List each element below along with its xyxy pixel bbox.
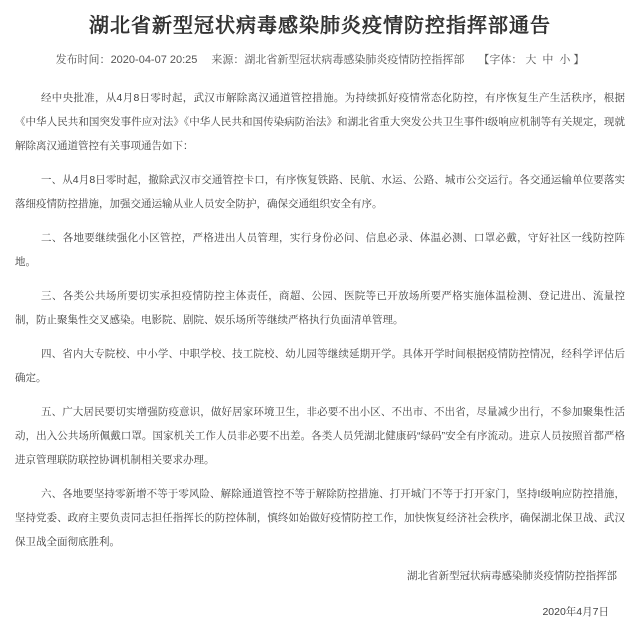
notice-paragraph-item-1: 一、从4月8日零时起，撤除武汉市交通管控卡口，有序恢复铁路、民航、水运、公路、城市公交运行。各交通运输单位要落实落细疫情防控措施，加强交通运输从业人员安全防护，确保交通组织安全有序。 [15, 174, 625, 210]
font-size-small-button[interactable]: 小 [559, 54, 571, 66]
source-label: 来源： [211, 54, 245, 66]
font-size-suffix: 】 [573, 54, 585, 66]
notice-paragraph-item-6: 六、各地要坚持零新增不等于零风险、解除通道管控不等于解除防控措施、打开城门不等于打开家门，坚持I级响应防控措施，坚持党委、政府主要负责同志担任指挥长的防控体制，慎终如始做好疫情防控工作，加快恢复经济社会秩序，确保湖北保卫战、武汉保卫战全面彻底胜利。 [15, 488, 625, 548]
font-size-large-button[interactable]: 大 [525, 54, 537, 66]
publish-time [56, 52, 198, 68]
notice-body [15, 86, 625, 554]
publish-time-value: 2020-04-07 20:25 [110, 54, 198, 66]
notice-paragraph-item-3: 三、各类公共场所要切实承担疫情防控主体责任，商超、公园、医院等已开放场所要严格实施体温检测、登记进出、流量控制，防止聚集性交叉感染。电影院、剧院、娱乐场所等继续严格执行负面清单管理。 [15, 290, 625, 326]
page-title: 湖北省新型冠状病毒感染肺炎疫情防控指挥部通告 [89, 15, 551, 37]
source-value: 湖北省新型冠状病毒感染肺炎疫情防控指挥部 [244, 54, 465, 66]
font-size-control [478, 52, 584, 68]
notice-paragraph-item-5: 五、广大居民要切实增强防疫意识，做好居家环境卫生，非必要不出小区、不出市、不出省，尽量减少出行，不参加聚集性活动，出入公共场所佩戴口罩。国家机关工作人员非必要不出差。各类人员凭湖北健康码“绿码”安全有序流动。进京人员按照首都严格进京管理联防联控协调机制相关要求办理。 [15, 406, 625, 466]
notice-date: 2020年4月7日 [542, 606, 609, 618]
meta-bar [15, 52, 625, 68]
font-size-medium-button[interactable]: 中 [542, 54, 554, 66]
notice-paragraph-item-2: 二、各地要继续强化小区管控，严格进出人员管理，实行身份必问、信息必录、体温必测、口罩必戴，守好社区一线防控阵地。 [15, 232, 625, 268]
font-size-prefix: 【字体： [478, 54, 523, 66]
source [211, 52, 464, 68]
notice-paragraph-item-4: 四、省内大专院校、中小学、中职学校、技工院校、幼儿园等继续延期开学。具体开学时间根据疫情防控情况，经科学评估后确定。 [15, 348, 625, 384]
publish-time-label: 发布时间： [55, 54, 111, 66]
notice-paragraph-intro: 经中央批准，从4月8日零时起，武汉市解除离汉通道管控措施。为持续抓好疫情常态化防控，有序恢复生产生活秩序，根据《中华人民共和国突发事件应对法》《中华人民共和国传染病防治法》和湖北省重大突发公共卫生事件I级响应机制等有关规定，现就解除离汉通道管控有关事项通告如下： [15, 92, 625, 152]
signature: 湖北省新型冠状病毒感染肺炎疫情防控指挥部 [407, 570, 617, 582]
